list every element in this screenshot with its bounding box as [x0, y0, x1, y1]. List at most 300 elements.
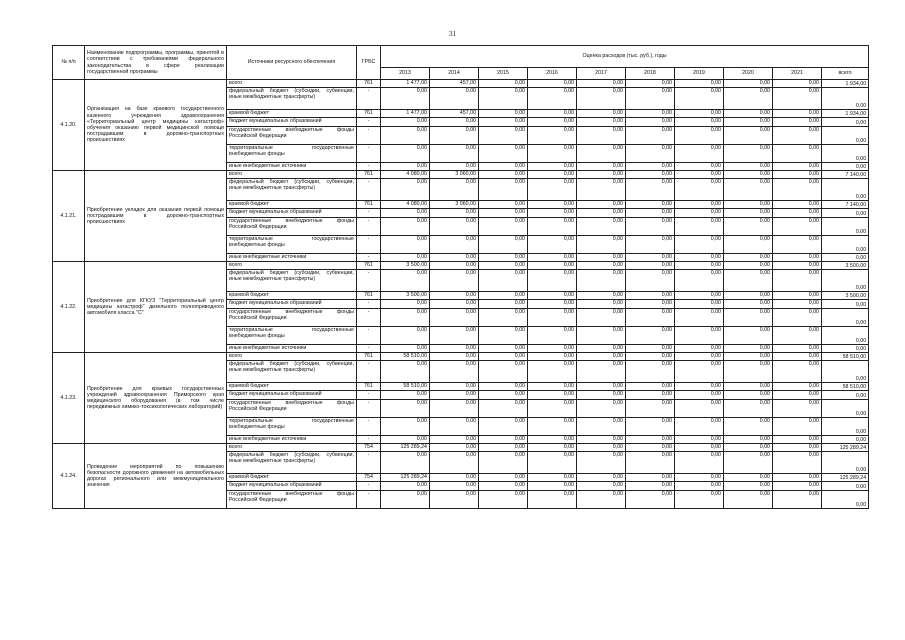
year-value: 457,00 — [430, 110, 479, 118]
year-value: 0,00 — [626, 444, 675, 452]
year-value: 0,00 — [479, 218, 528, 236]
year-value: 0,00 — [675, 118, 724, 127]
year-value: 0,00 — [430, 292, 479, 300]
grbs-code: 761 — [357, 201, 381, 209]
page-number: 31 — [449, 30, 456, 38]
year-value: 0,00 — [675, 444, 724, 452]
total-value: 7 140,00 — [822, 171, 869, 179]
year-value: 0,00 — [430, 145, 479, 163]
year-value: 0,00 — [675, 254, 724, 262]
year-value: 0,00 — [675, 474, 724, 482]
header-year-2019: 2019 — [675, 68, 724, 80]
year-value: 0,00 — [773, 452, 822, 474]
year-value: 0,00 — [773, 383, 822, 391]
header-source: Источники ресурсного обеспечения — [227, 46, 357, 80]
year-value: 0,00 — [724, 353, 773, 361]
year-value: 58 510,00 — [381, 383, 430, 391]
year-value: 0,00 — [675, 345, 724, 353]
year-value: 0,00 — [528, 254, 577, 262]
year-value: 0,00 — [430, 418, 479, 436]
total-value: 0,00 — [822, 391, 869, 400]
year-value: 0,00 — [430, 236, 479, 254]
year-value: 0,00 — [724, 209, 773, 218]
year-value: 0,00 — [675, 209, 724, 218]
header-year-2021: 2021 — [773, 68, 822, 80]
program-name: Приобретение для КГКУЗ "Территориальный центр медицины катастроф" дизельного полноприводного автомобиля класса "С" — [85, 262, 227, 353]
year-value: 0,00 — [381, 236, 430, 254]
year-value: 0,00 — [626, 452, 675, 474]
year-value: 0,00 — [577, 127, 626, 145]
year-value: 0,00 — [773, 262, 822, 270]
year-value: 0,00 — [479, 254, 528, 262]
year-value: 0,00 — [675, 127, 724, 145]
year-value: 0,00 — [381, 118, 430, 127]
year-value: 0,00 — [430, 309, 479, 327]
year-value: 0,00 — [479, 391, 528, 400]
funding-source: территориальные государственные внебюджетные фонды — [227, 327, 357, 345]
year-value: 0,00 — [724, 127, 773, 145]
year-value: 0,00 — [724, 436, 773, 444]
grbs-code: - — [357, 391, 381, 400]
program-name: Организация на базе краевого государственного казенного учреждения здравоохранения «Территориальный центр медицины катастроф» обучения оказанию первой медицинской помощи пострадавшим в дорожно-транспортных происшествиях — [85, 80, 227, 171]
total-value: 0,00 — [822, 452, 869, 474]
year-value: 0,00 — [626, 418, 675, 436]
grbs-code: 761 — [357, 80, 381, 88]
funding-source: федеральный бюджет (субсидии, субвенции, иные межбюджетные трансферты) — [227, 270, 357, 292]
year-value: 0,00 — [724, 361, 773, 383]
grbs-code: - — [357, 400, 381, 418]
grbs-code: - — [357, 327, 381, 345]
year-value: 0,00 — [675, 218, 724, 236]
year-value: 0,00 — [773, 400, 822, 418]
funding-source: федеральный бюджет (субсидии, субвенции, иные межбюджетные трансферты) — [227, 88, 357, 110]
year-value: 0,00 — [479, 436, 528, 444]
year-value: 0,00 — [724, 327, 773, 345]
total-value: 0,00 — [822, 145, 869, 163]
year-value: 0,00 — [675, 292, 724, 300]
grbs-code: 761 — [357, 353, 381, 361]
total-value: 0,00 — [822, 127, 869, 145]
year-value: 0,00 — [479, 418, 528, 436]
year-value: 0,00 — [479, 300, 528, 309]
year-value: 0,00 — [773, 218, 822, 236]
year-value: 0,00 — [773, 145, 822, 163]
year-value: 0,00 — [724, 171, 773, 179]
funding-source: иные внебюджетные источники — [227, 163, 357, 171]
header-year-2020: 2020 — [724, 68, 773, 80]
year-value: 0,00 — [430, 474, 479, 482]
table-row — [53, 262, 869, 270]
funding-source: государственные внебюджетные фонды Российской Федерации — [227, 127, 357, 145]
year-value: 3 500,00 — [381, 292, 430, 300]
year-value: 457,00 — [430, 80, 479, 88]
year-value: 0,00 — [577, 345, 626, 353]
year-value: 0,00 — [528, 391, 577, 400]
funding-source: краевой бюджет — [227, 201, 357, 209]
year-value: 0,00 — [675, 418, 724, 436]
year-value: 0,00 — [577, 383, 626, 391]
year-value: 0,00 — [577, 254, 626, 262]
year-value: 0,00 — [626, 491, 675, 509]
year-value: 0,00 — [675, 171, 724, 179]
header-name: Наименование подпрограммы, программы, принятой в соответствии с требованиями федерального законодательства в сфере реализации государственной программы — [85, 46, 227, 80]
total-value: 3 500,00 — [822, 262, 869, 270]
header-year-2014: 2014 — [430, 68, 479, 80]
funding-source: краевой бюджет — [227, 474, 357, 482]
year-value: 0,00 — [773, 88, 822, 110]
year-value: 125 289,24 — [381, 444, 430, 452]
grbs-code: - — [357, 491, 381, 509]
year-value: 0,00 — [577, 80, 626, 88]
year-value: 0,00 — [626, 80, 675, 88]
year-value: 0,00 — [528, 418, 577, 436]
grbs-code: - — [357, 127, 381, 145]
year-value: 0,00 — [773, 171, 822, 179]
year-value: 0,00 — [577, 118, 626, 127]
header-year-total: всего — [822, 68, 869, 80]
year-value: 0,00 — [626, 300, 675, 309]
grbs-code: - — [357, 209, 381, 218]
year-value: 0,00 — [381, 127, 430, 145]
year-value: 0,00 — [381, 361, 430, 383]
year-value: 0,00 — [430, 391, 479, 400]
year-value: 0,00 — [626, 110, 675, 118]
total-value: 0,00 — [822, 436, 869, 444]
year-value: 0,00 — [430, 179, 479, 201]
year-value: 0,00 — [430, 345, 479, 353]
year-value: 0,00 — [479, 309, 528, 327]
year-value: 0,00 — [381, 300, 430, 309]
year-value: 0,00 — [626, 270, 675, 292]
year-value: 0,00 — [479, 179, 528, 201]
year-value: 0,00 — [626, 292, 675, 300]
year-value: 0,00 — [724, 444, 773, 452]
year-value: 0,00 — [577, 400, 626, 418]
year-value: 0,00 — [724, 236, 773, 254]
year-value: 0,00 — [381, 209, 430, 218]
year-value: 0,00 — [773, 436, 822, 444]
grbs-code: - — [357, 309, 381, 327]
year-value: 0,00 — [773, 361, 822, 383]
funding-source: федеральный бюджет (субсидии, субвенции, иные межбюджетные трансферты) — [227, 361, 357, 383]
header-year-2016: 2016 — [528, 68, 577, 80]
year-value: 0,00 — [479, 444, 528, 452]
year-value: 0,00 — [479, 163, 528, 171]
year-value: 0,00 — [724, 400, 773, 418]
year-value: 0,00 — [479, 383, 528, 391]
year-value: 0,00 — [577, 218, 626, 236]
total-value: 0,00 — [822, 270, 869, 292]
year-value: 0,00 — [773, 309, 822, 327]
year-value: 0,00 — [773, 236, 822, 254]
grbs-code: - — [357, 361, 381, 383]
year-value: 0,00 — [528, 145, 577, 163]
year-value: 0,00 — [381, 491, 430, 509]
year-value: 0,00 — [724, 179, 773, 201]
year-value: 0,00 — [479, 270, 528, 292]
year-value: 0,00 — [528, 118, 577, 127]
table-header — [53, 46, 869, 80]
year-value: 0,00 — [528, 444, 577, 452]
year-value: 0,00 — [675, 391, 724, 400]
year-value: 0,00 — [675, 309, 724, 327]
funding-source: бюджет муниципальных образований — [227, 118, 357, 127]
grbs-code: - — [357, 163, 381, 171]
year-value: 0,00 — [724, 383, 773, 391]
grbs-code: - — [357, 118, 381, 127]
year-value: 0,00 — [626, 171, 675, 179]
year-value: 0,00 — [577, 452, 626, 474]
year-value: 0,00 — [675, 361, 724, 383]
year-value: 0,00 — [773, 482, 822, 491]
year-value: 0,00 — [577, 270, 626, 292]
year-value: 0,00 — [675, 491, 724, 509]
year-value: 0,00 — [577, 201, 626, 209]
year-value: 0,00 — [675, 145, 724, 163]
year-value: 0,00 — [479, 345, 528, 353]
grbs-code: - — [357, 345, 381, 353]
total-value: 125 289,24 — [822, 444, 869, 452]
year-value: 0,00 — [577, 418, 626, 436]
year-value: 0,00 — [528, 292, 577, 300]
year-value: 0,00 — [675, 201, 724, 209]
year-value: 0,00 — [479, 118, 528, 127]
program-number: 4.1.23. — [53, 353, 85, 444]
year-value: 0,00 — [577, 436, 626, 444]
year-value: 0,00 — [773, 270, 822, 292]
year-value: 0,00 — [773, 201, 822, 209]
program-number: 4.1.22. — [53, 262, 85, 353]
year-value: 0,00 — [577, 262, 626, 270]
year-value: 0,00 — [675, 236, 724, 254]
total-value: 0,00 — [822, 361, 869, 383]
funding-source: федеральный бюджет (субсидии, субвенции, иные межбюджетные трансферты) — [227, 452, 357, 474]
year-value: 0,00 — [528, 236, 577, 254]
total-value: 125 289,24 — [822, 474, 869, 482]
year-value: 3 060,00 — [430, 201, 479, 209]
year-value: 0,00 — [675, 88, 724, 110]
year-value: 0,00 — [528, 80, 577, 88]
year-value: 0,00 — [675, 452, 724, 474]
year-value: 0,00 — [577, 482, 626, 491]
year-value: 0,00 — [626, 474, 675, 482]
year-value: 0,00 — [675, 300, 724, 309]
program-name: Приобретение укладок для оказания первой помощи пострадавшим в дорожно-транспортных происшествиях — [85, 171, 227, 262]
year-value: 0,00 — [528, 452, 577, 474]
funding-source: краевой бюджет — [227, 292, 357, 300]
total-value: 0,00 — [822, 254, 869, 262]
year-value: 0,00 — [626, 361, 675, 383]
year-value: 0,00 — [626, 400, 675, 418]
total-value: 0,00 — [822, 418, 869, 436]
grbs-code: 761 — [357, 262, 381, 270]
year-value: 0,00 — [626, 201, 675, 209]
year-value: 0,00 — [773, 80, 822, 88]
year-value: 0,00 — [479, 327, 528, 345]
table-body — [53, 80, 869, 509]
year-value: 0,00 — [724, 474, 773, 482]
year-value: 0,00 — [528, 383, 577, 391]
year-value: 0,00 — [430, 118, 479, 127]
year-value: 0,00 — [528, 361, 577, 383]
funding-source: государственные внебюджетные фонды Российской Федерации — [227, 218, 357, 236]
header-year-2013: 2013 — [381, 68, 430, 80]
year-value: 0,00 — [773, 353, 822, 361]
year-value: 0,00 — [675, 327, 724, 345]
total-value: 0,00 — [822, 179, 869, 201]
year-value: 0,00 — [773, 391, 822, 400]
year-value: 0,00 — [626, 145, 675, 163]
year-value: 0,00 — [479, 262, 528, 270]
year-value: 0,00 — [724, 345, 773, 353]
grbs-code: - — [357, 436, 381, 444]
funding-source: иные внебюджетные источники — [227, 436, 357, 444]
grbs-code: - — [357, 270, 381, 292]
year-value: 0,00 — [528, 171, 577, 179]
year-value: 0,00 — [773, 300, 822, 309]
year-value: 0,00 — [430, 327, 479, 345]
year-value: 0,00 — [675, 163, 724, 171]
budget-table — [52, 45, 869, 509]
funding-source: всего — [227, 444, 357, 452]
total-value: 58 510,00 — [822, 353, 869, 361]
year-value: 0,00 — [675, 80, 724, 88]
year-value: 0,00 — [430, 444, 479, 452]
year-value: 0,00 — [528, 309, 577, 327]
year-value: 1 477,00 — [381, 80, 430, 88]
program-name: Приобретение для краевых государственных учреждений здравоохранения Приморского края медицинского оборудования (в том числе передвижных химико-токсикологических лабораторий) — [85, 353, 227, 444]
total-value: 0,00 — [822, 345, 869, 353]
year-value: 0,00 — [479, 482, 528, 491]
year-value: 0,00 — [577, 444, 626, 452]
funding-source: бюджет муниципальных образований — [227, 300, 357, 309]
total-value: 0,00 — [822, 327, 869, 345]
year-value: 0,00 — [724, 262, 773, 270]
year-value: 0,00 — [528, 88, 577, 110]
total-value: 0,00 — [822, 400, 869, 418]
year-value: 0,00 — [430, 361, 479, 383]
year-value: 0,00 — [430, 482, 479, 491]
year-value: 0,00 — [773, 209, 822, 218]
year-value: 0,00 — [724, 418, 773, 436]
year-value: 0,00 — [675, 482, 724, 491]
funding-source: территориальные государственные внебюджетные фонды — [227, 145, 357, 163]
year-value: 0,00 — [675, 262, 724, 270]
funding-source: бюджет муниципальных образований — [227, 391, 357, 400]
year-value: 0,00 — [773, 418, 822, 436]
year-value: 0,00 — [724, 218, 773, 236]
year-value: 0,00 — [528, 179, 577, 201]
year-value: 0,00 — [724, 482, 773, 491]
year-value: 0,00 — [675, 383, 724, 391]
year-value: 0,00 — [626, 327, 675, 345]
year-value: 0,00 — [724, 80, 773, 88]
year-value: 0,00 — [626, 209, 675, 218]
grbs-code: - — [357, 179, 381, 201]
year-value: 0,00 — [577, 491, 626, 509]
total-value: 58 510,00 — [822, 383, 869, 391]
total-value: 1 934,00 — [822, 80, 869, 88]
total-value: 0,00 — [822, 118, 869, 127]
funding-source: бюджет муниципальных образований — [227, 209, 357, 218]
total-value: 0,00 — [822, 309, 869, 327]
total-value: 7 140,00 — [822, 201, 869, 209]
year-value: 0,00 — [528, 209, 577, 218]
year-value: 4 080,00 — [381, 201, 430, 209]
funding-source: краевой бюджет — [227, 383, 357, 391]
year-value: 0,00 — [430, 262, 479, 270]
year-value: 0,00 — [479, 209, 528, 218]
year-value: 0,00 — [724, 163, 773, 171]
year-value: 0,00 — [773, 118, 822, 127]
year-value: 0,00 — [675, 110, 724, 118]
year-value: 0,00 — [626, 127, 675, 145]
year-value: 0,00 — [773, 345, 822, 353]
year-value: 0,00 — [724, 491, 773, 509]
year-value: 0,00 — [528, 163, 577, 171]
year-value: 0,00 — [577, 145, 626, 163]
header-year-2018: 2018 — [626, 68, 675, 80]
year-value: 125 289,24 — [381, 474, 430, 482]
year-value: 0,00 — [577, 474, 626, 482]
funding-source: краевой бюджет — [227, 110, 357, 118]
year-value: 0,00 — [626, 179, 675, 201]
funding-source: всего — [227, 171, 357, 179]
total-value: 0,00 — [822, 209, 869, 218]
year-value: 0,00 — [773, 127, 822, 145]
year-value: 0,00 — [528, 353, 577, 361]
year-value: 0,00 — [381, 88, 430, 110]
year-value: 0,00 — [528, 491, 577, 509]
year-value: 0,00 — [479, 400, 528, 418]
year-value: 0,00 — [577, 209, 626, 218]
year-value: 0,00 — [626, 436, 675, 444]
year-value: 0,00 — [479, 110, 528, 118]
funding-source: государственные внебюджетные фонды Российской Федерации — [227, 491, 357, 509]
program-number: 4.1.20. — [53, 80, 85, 171]
year-value: 0,00 — [528, 345, 577, 353]
year-value: 0,00 — [430, 254, 479, 262]
year-value: 0,00 — [528, 110, 577, 118]
year-value: 0,00 — [626, 163, 675, 171]
year-value: 0,00 — [430, 88, 479, 110]
year-value: 0,00 — [479, 353, 528, 361]
year-value: 0,00 — [577, 391, 626, 400]
year-value: 0,00 — [773, 163, 822, 171]
year-value: 0,00 — [626, 118, 675, 127]
table-row — [53, 353, 869, 361]
year-value: 0,00 — [479, 80, 528, 88]
year-value: 0,00 — [773, 327, 822, 345]
grbs-code: - — [357, 482, 381, 491]
year-value: 0,00 — [381, 400, 430, 418]
total-value: 0,00 — [822, 236, 869, 254]
year-value: 58 510,00 — [381, 353, 430, 361]
year-value: 0,00 — [528, 436, 577, 444]
year-value: 0,00 — [577, 361, 626, 383]
year-value: 0,00 — [528, 327, 577, 345]
year-value: 0,00 — [626, 236, 675, 254]
year-value: 0,00 — [479, 145, 528, 163]
year-value: 0,00 — [528, 270, 577, 292]
year-value: 0,00 — [773, 474, 822, 482]
year-value: 0,00 — [528, 474, 577, 482]
year-value: 0,00 — [724, 145, 773, 163]
year-value: 0,00 — [577, 309, 626, 327]
year-value: 0,00 — [479, 171, 528, 179]
funding-source: всего — [227, 353, 357, 361]
grbs-code: - — [357, 300, 381, 309]
